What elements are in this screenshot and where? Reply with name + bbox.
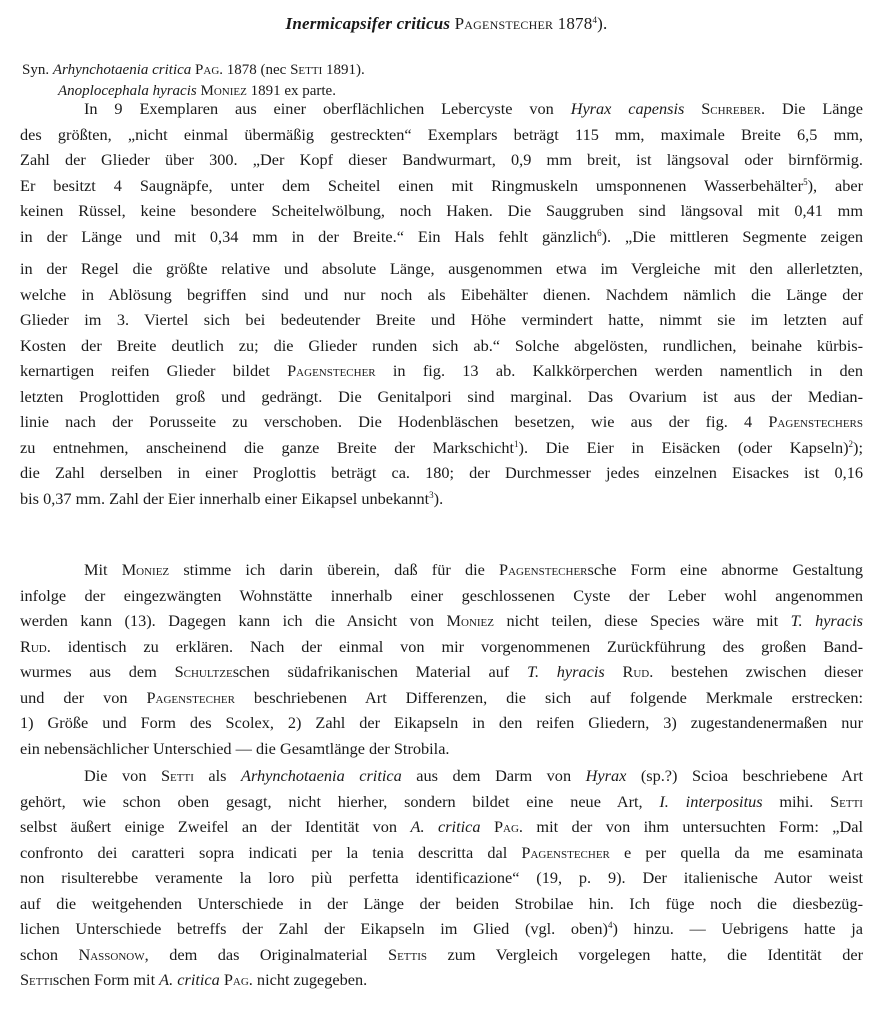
text-run: ). <box>433 488 444 508</box>
text-run: linie nach der Porusseite zu verschoben. Die Hodenbläschen besetzen, wie aus der fig. 4 <box>20 412 769 431</box>
text-line <box>20 409 863 435</box>
text-line <box>20 685 863 711</box>
text-run: beschriebenen Art Differenzen, die sich auf folgende Merkmale erstrecken: <box>234 687 864 707</box>
text-line <box>20 557 863 583</box>
text-line <box>20 358 863 384</box>
text-run: bis 0,37 mm. Zahl der Eier innerhalb einer Eikapsel unbekannt <box>20 488 430 508</box>
text-run: schen Form mit <box>52 970 160 989</box>
text-run: zum Vergleich vorgelegen hatte, die Identität der <box>427 944 863 964</box>
text-run: schen südafrikanischen Material auf <box>232 662 528 681</box>
text-line <box>20 608 863 634</box>
author-name: Rud. <box>622 662 654 681</box>
synonym-label: Syn. <box>22 62 50 78</box>
synonym-name: Arhynchotaenia critica <box>52 62 192 78</box>
text-run: stimme ich darin überein, daß für die <box>169 560 500 579</box>
text-run: nicht teilen, diese Species wäre mit <box>494 611 791 630</box>
author-name: Pag. <box>493 817 523 836</box>
text-run: 1891 ex parte. <box>246 83 336 99</box>
heading-close: ). <box>597 14 608 33</box>
text-run: , dem das Originalmaterial <box>144 944 389 964</box>
text-run: und der von <box>20 687 147 707</box>
taxon-name: Hyrax <box>585 766 627 785</box>
text-line <box>20 96 863 122</box>
synonym-item <box>22 60 365 81</box>
footnote-ref: 4 <box>607 920 613 930</box>
text-line <box>20 634 863 660</box>
text-line <box>20 659 863 685</box>
species-name: Inermicapsifer criticus <box>285 14 451 33</box>
text-line: welche in Ablösung begriffen sind und nur noch als Eibehälter dienen. Nachdem nämlich die Länge der <box>20 284 863 304</box>
text-run: (sp.?) Scioa beschriebene Art <box>626 766 863 785</box>
text-line: 1) Größe und Form des Scolex, 2) Zahl der Eikapseln in den reifen Gliedern, 3) zugestandenermaßen nur <box>20 713 863 732</box>
author-name: Pagenstecher <box>287 361 376 380</box>
taxon-name: A. critica <box>410 817 481 836</box>
footnote-ref: 4 <box>592 15 598 25</box>
species-author: Pagenstecher <box>454 14 554 33</box>
paragraph-description-continued <box>20 256 863 511</box>
text-run: In 9 Exemplaren aus einer oberflächlichen Lebercyste von <box>84 99 571 118</box>
text-line: die Zahl derselben in einer Proglottis beträgt ca. 180; der Durchmesser jedes einzelnen Eisackes ist 0,16 <box>20 463 863 482</box>
species-heading <box>0 14 893 34</box>
paragraph-description <box>20 96 863 249</box>
text-run: ) hinzu. — Uebrigens hatte ja <box>612 919 864 938</box>
text-run: . Die Länge <box>761 99 864 118</box>
synonym-author: Moniez <box>200 83 247 99</box>
author-name: Nassonow <box>78 944 145 964</box>
author-name: Moniez <box>446 611 494 630</box>
text-line <box>20 789 863 815</box>
text-line: non risulterebbe veramente la loro più perfetta identificazione“ (19, p. 9). Der italienische Autor weist <box>20 868 863 887</box>
text-run: confronto dei caratteri sopra indicati per la tenia descritta dal <box>20 842 522 862</box>
text-line: keinen Rüssel, keine besondere Scheitelwölbung, noch Haken. Die Sauggruben sind längsoval mit 0,41 mm <box>20 201 863 220</box>
text-line: Glieder im 3. Viertel sich bei bedeutender Breite und Höhe vermindert hatte, nimmt sie im letzten auf <box>20 310 863 329</box>
author-name: Setti <box>160 766 194 785</box>
footnote-ref: 5 <box>803 176 808 187</box>
author-name: Setti <box>830 791 863 811</box>
text-run: 1878 (nec <box>223 62 291 78</box>
text-line <box>20 435 863 461</box>
text-run: aus dem Darm von <box>401 766 586 785</box>
text-run: ); <box>853 437 863 457</box>
text-run: schon <box>20 944 79 964</box>
author-name: Pag. <box>223 970 253 989</box>
text-line: infolge der eingezwängten Wohnstätte innerhalb einer geschlossenen Cyste der Leber wohl angenommen <box>20 585 863 605</box>
paragraph-moniez <box>20 557 863 761</box>
text-run: sche Form eine abnorme Gestaltung <box>587 560 863 579</box>
author-name: Pagenstecher <box>499 560 588 579</box>
author-name: Schreber <box>701 99 761 118</box>
text-run: kernartigen reifen Glieder bildet <box>20 361 288 380</box>
text-line <box>20 916 863 942</box>
text-line <box>20 173 863 199</box>
text-run: nicht zugegeben. <box>252 970 368 989</box>
author-name: Rud. <box>20 636 51 656</box>
taxon-name: Hyrax capensis <box>570 99 685 118</box>
author-name: Pagenstechers <box>768 412 863 431</box>
text-line <box>20 814 863 840</box>
text-line: Kosten der Breite deutlich zu; die Glieder runden sich ab.“ Solche abgelösten, rundlichen, beinahe kürbis- <box>20 335 863 355</box>
author-name: Pagenstecher <box>521 842 610 862</box>
text-line <box>20 942 863 968</box>
text-line <box>20 763 863 789</box>
text-run: mihi. <box>762 791 831 811</box>
taxon-name: T. hyracis <box>527 662 605 681</box>
footnote-ref: 6 <box>597 227 602 238</box>
author-name: Schultze <box>174 662 233 681</box>
text-line <box>20 840 863 866</box>
text-line: letzten Proglottiden groß und gedrängt. Die Genitalpori sind marginal. Das Ovarium ist aus der Median- <box>20 386 863 406</box>
footnote-ref: 3 <box>429 489 434 500</box>
author-name: Pagenstecher <box>146 687 235 707</box>
text-run: zu entnehmen, anscheinend die ganze Breite der Markschicht <box>20 437 515 457</box>
text-run: selbst äußert einige Zweifel an der Identität von <box>20 817 411 836</box>
text-line <box>20 486 863 512</box>
synonym-name: Anoplocephala hyracis <box>58 83 197 99</box>
footnote-ref: 2 <box>848 438 854 449</box>
text-run: wurmes aus dem <box>20 662 175 681</box>
text-run: in der Länge und mit 0,34 mm in der Breite.“ Ein Hals fehlt gänzlich <box>20 226 598 246</box>
taxon-name: I. interpositus <box>659 791 763 811</box>
text-line: in der Regel die größte relative und absolute Länge, ausgenommen etwa im Vergleiche mit den allerletzten, <box>20 259 863 278</box>
text-run: Mit <box>84 560 122 579</box>
text-line: auf die weitgehenden Unterschiede in der Länge der beiden Strobilae hin. Ich füge noch die diesbezüg- <box>20 893 863 913</box>
text-run: als <box>193 766 242 785</box>
text-line: Zahl der Glieder über 300. „Der Kopf dieser Bandwurmart, 0,9 mm breit, ist längsoval oder birnförmig. <box>20 150 863 169</box>
text-run: mit der von ihm untersuchten Form: „Dal <box>522 817 864 836</box>
text-run: 1891). <box>322 62 365 78</box>
footnote-ref: 1 <box>514 438 519 449</box>
author-name: Settis <box>388 944 428 964</box>
text-run: gehört, wie schon oben gesagt, nicht hierher, sondern bildet eine neue Art, <box>20 791 660 811</box>
taxon-name: T. hyracis <box>790 611 863 630</box>
taxon-name: Arhynchotaenia critica <box>241 766 402 785</box>
text-run: Die von <box>84 766 161 785</box>
author-name: Moniez <box>121 560 170 579</box>
text-run: ). „Die mittleren Segmente zeigen <box>601 226 864 246</box>
paragraph-setti <box>20 763 863 993</box>
species-year: 1878 <box>557 14 593 33</box>
taxon-name: A. critica <box>159 970 220 989</box>
author-name: Setti <box>20 970 53 989</box>
text-run: ), aber <box>807 175 864 195</box>
text-run: ). Die Eier in Eisäcken (oder Kapseln) <box>518 437 849 457</box>
synonym-author: Setti <box>290 62 323 78</box>
text-line <box>20 224 863 250</box>
text-run: Er besitzt 4 Saugnäpfe, unter dem Scheitel einen mit Ringmuskeln umsponnenen Wasserbehälter <box>20 175 804 195</box>
text-run: bestehen zwischen dieser <box>653 662 863 681</box>
text-line: ein nebensächlicher Unterschied — die Gesamtlänge der Strobila. <box>20 738 450 758</box>
text-run: werden kann (13). Dagegen kann ich die Ansicht von <box>20 611 447 630</box>
text-line: des größten, „nicht einmal übermäßig gestreckten“ Exemplars beträgt 115 mm, maximale Breite 6,5 mm, <box>20 124 863 144</box>
text-line <box>20 967 863 993</box>
synonym-author: Pag. <box>195 62 224 78</box>
text-run: e per quella da me esaminata <box>609 842 863 862</box>
text-run: identisch zu erklären. Nach der einmal von mir vorgenommenen Zurückführung des großen Band- <box>50 636 863 656</box>
text-run: lichen Unterschiede betreffs der Zahl der Eikapseln im Glied (vgl. oben) <box>20 919 608 938</box>
text-run: in fig. 13 ab. Kalkkörperchen werden namentlich in den <box>375 361 863 380</box>
